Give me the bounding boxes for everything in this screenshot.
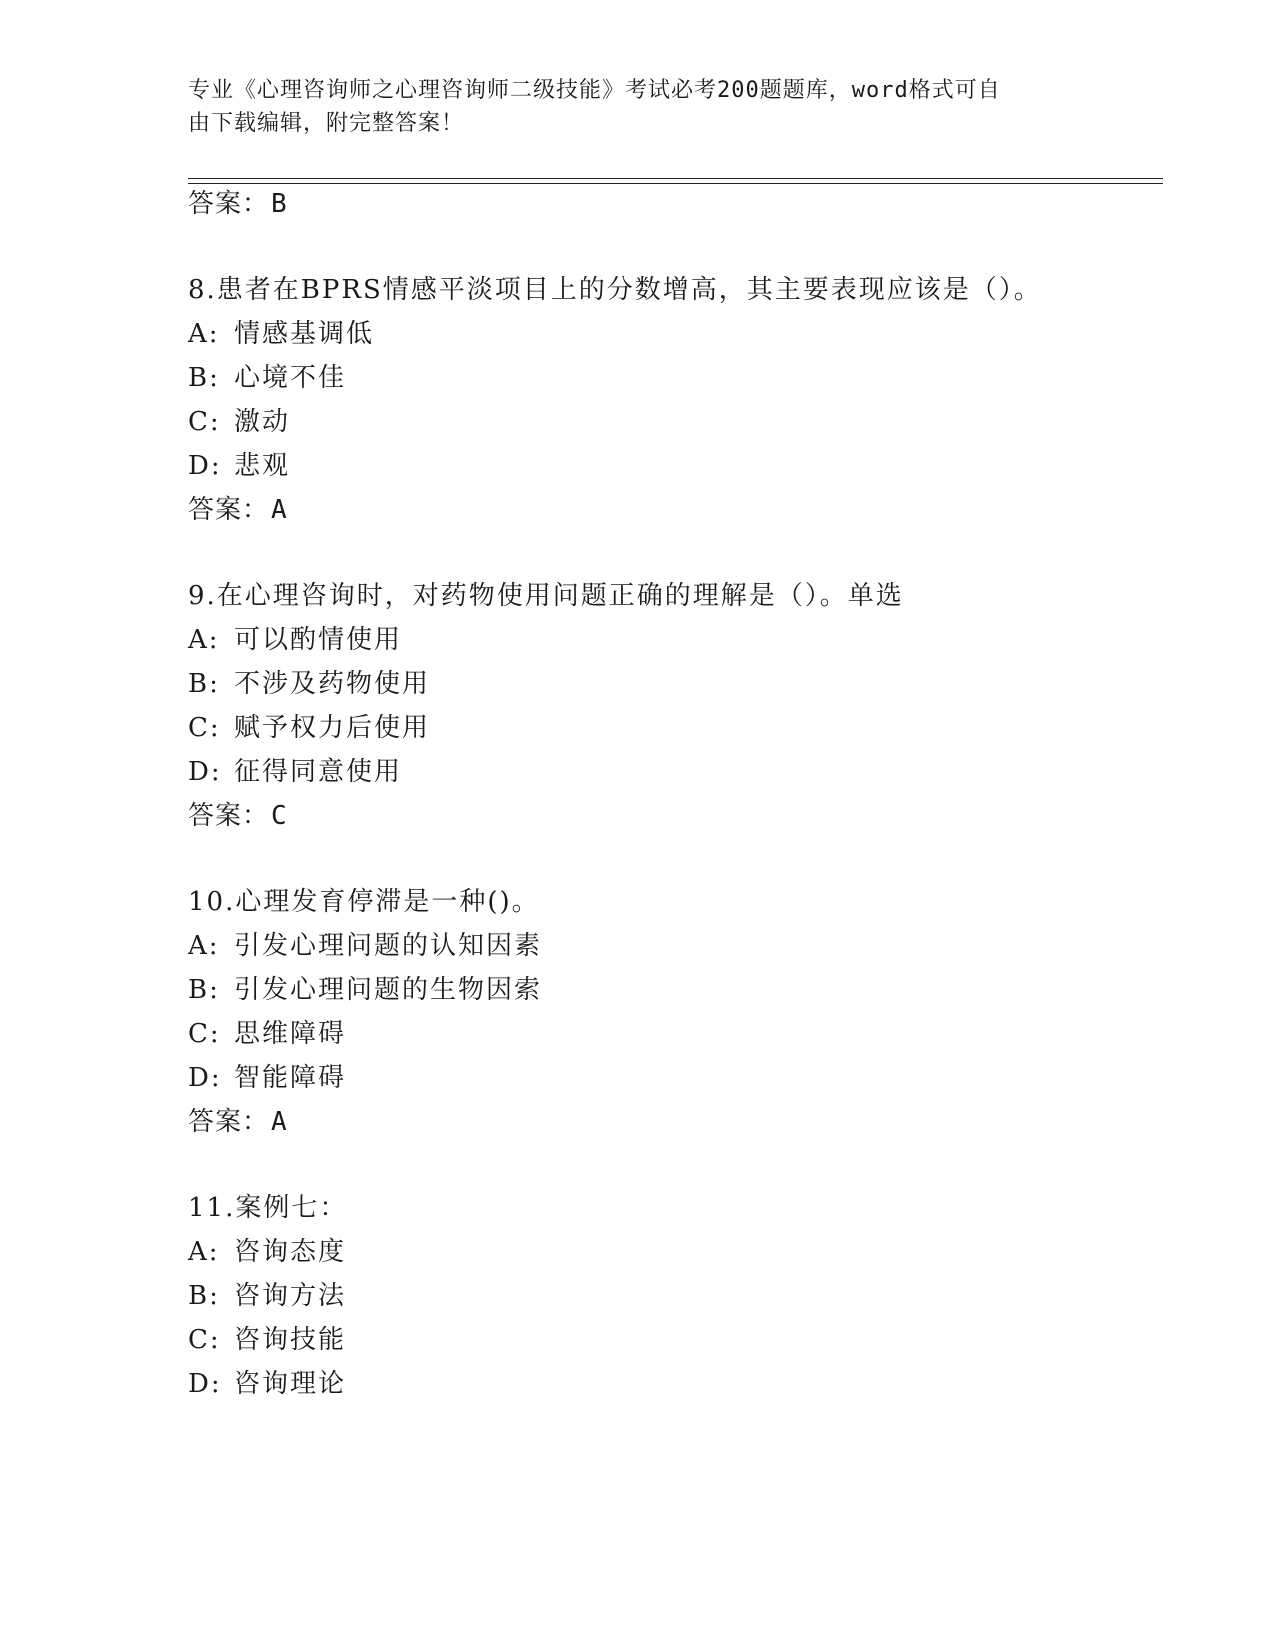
option-text: 赋予权力后使用 — [234, 713, 431, 743]
answer-value: A — [271, 495, 288, 525]
option-key: D: — [188, 451, 222, 481]
document-header — [188, 74, 1068, 140]
header-divider-top — [188, 178, 1163, 179]
option-key: B: — [188, 975, 220, 1005]
header-divider-bottom — [188, 183, 1163, 184]
option-11-a — [188, 1234, 346, 1270]
option-text: 咨询理论 — [234, 1369, 347, 1399]
option-8-b — [188, 360, 346, 396]
option-key: A: — [188, 1237, 220, 1267]
option-text: 激动 — [234, 407, 291, 437]
option-key: C: — [188, 1019, 221, 1049]
option-10-c — [188, 1016, 346, 1052]
option-text: 引发心理问题的认知因素 — [234, 931, 543, 961]
question-stem-9: 9.在心理咨询时，对药物使用问题正确的理解是（）。单选 — [188, 581, 904, 611]
option-10-d — [188, 1060, 346, 1096]
option-key: C: — [188, 1325, 221, 1355]
answer-value: B — [271, 189, 288, 219]
header-line-1: 专业《心理咨询师之心理咨询师二级技能》考试必考200题题库，word格式可自 — [188, 78, 1001, 103]
answer-value: A — [271, 1107, 288, 1137]
option-8-d — [188, 448, 290, 484]
option-key: A: — [188, 931, 220, 961]
option-key: B: — [188, 363, 220, 393]
answer-label: 答案： — [188, 189, 270, 219]
option-text: 咨询态度 — [234, 1237, 347, 1267]
option-10-b — [188, 972, 542, 1008]
option-text: 不涉及药物使用 — [234, 669, 431, 699]
option-text: 咨询方法 — [234, 1281, 347, 1311]
option-key: C: — [188, 407, 221, 437]
answer-label: 答案： — [188, 1107, 270, 1137]
answer-line-prev — [188, 186, 288, 222]
answer-line-8 — [188, 492, 288, 528]
option-key: A: — [188, 319, 220, 349]
answer-line-9 — [188, 798, 288, 834]
option-text: 咨询技能 — [234, 1325, 347, 1355]
question-stem-11: 11.案例七： — [188, 1193, 348, 1223]
option-text: 情感基调低 — [234, 319, 375, 349]
option-11-b — [188, 1278, 346, 1314]
option-text: 智能障碍 — [234, 1063, 347, 1093]
option-text: 心境不佳 — [234, 363, 347, 393]
answer-line-10 — [188, 1104, 288, 1140]
option-8-c — [188, 404, 290, 440]
option-key: B: — [188, 669, 220, 699]
option-key: A: — [188, 625, 220, 655]
option-11-c — [188, 1322, 346, 1358]
question-stem-8: 8.患者在BPRS情感平淡项目上的分数增高，其主要表现应该是（）。 — [188, 275, 1042, 305]
option-text: 征得同意使用 — [234, 757, 403, 787]
option-key: C: — [188, 713, 221, 743]
option-text: 可以酌情使用 — [234, 625, 403, 655]
option-text: 思维障碍 — [234, 1019, 347, 1049]
answer-label: 答案： — [188, 495, 270, 525]
option-9-d — [188, 754, 402, 790]
answer-value: C — [271, 801, 288, 831]
header-line-2: 由下载编辑，附完整答案！ — [188, 111, 465, 136]
option-10-a — [188, 928, 542, 964]
option-text: 引发心理问题的生物因索 — [234, 975, 543, 1005]
option-9-a — [188, 622, 402, 658]
option-text: 悲观 — [234, 451, 291, 481]
option-key: D: — [188, 757, 222, 787]
option-11-d — [188, 1366, 346, 1402]
option-key: B: — [188, 1281, 220, 1311]
answer-label: 答案： — [188, 801, 270, 831]
option-key: D: — [188, 1369, 222, 1399]
option-8-a — [188, 316, 374, 352]
option-9-b — [188, 666, 430, 702]
question-stem-10: 10.心理发育停滞是一种()。 — [188, 887, 540, 917]
option-key: D: — [188, 1063, 222, 1093]
option-9-c — [188, 710, 430, 746]
